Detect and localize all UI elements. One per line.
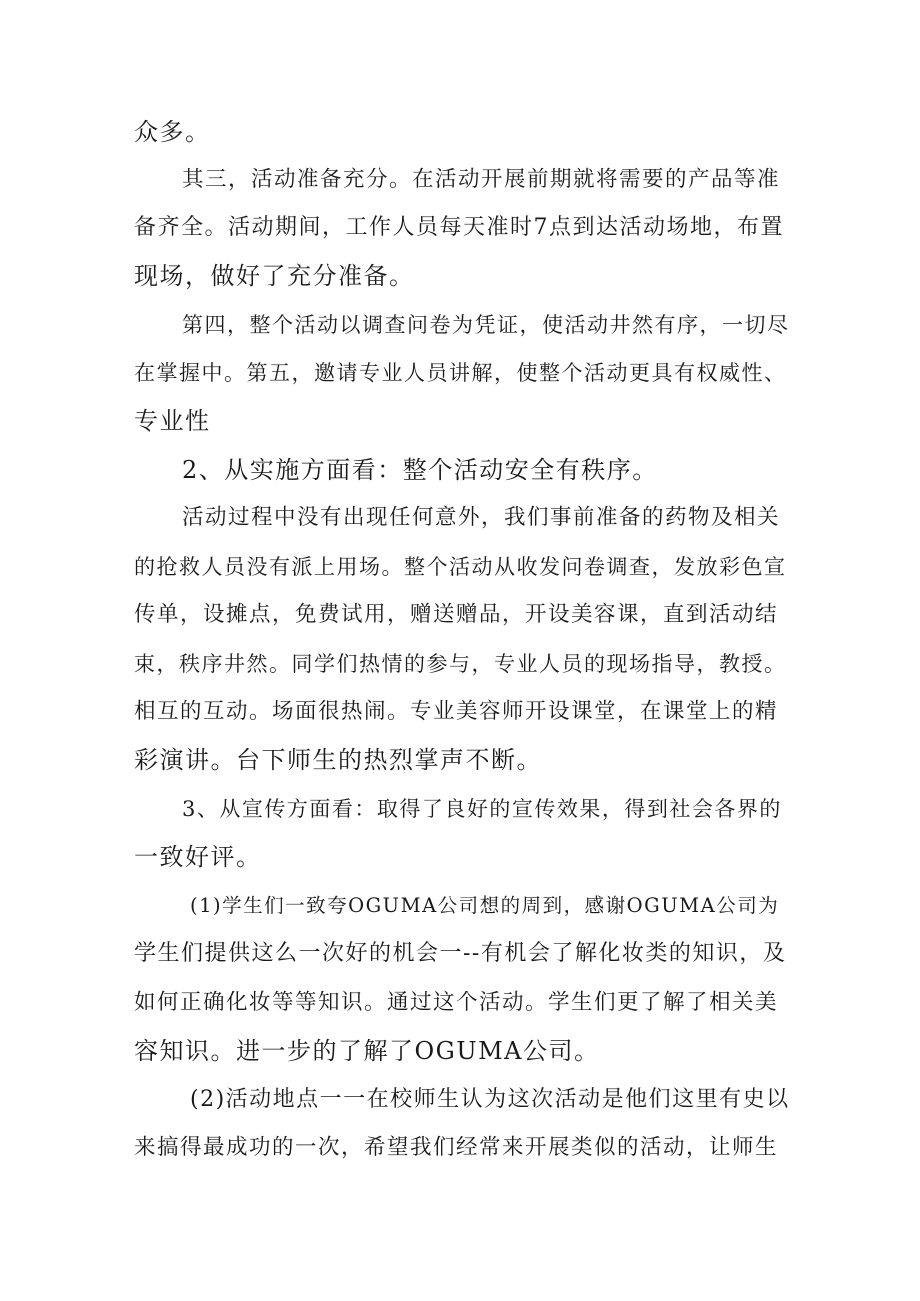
- text-line: 来搞得最成功的一次，希望我们经常来开展类似的活动，让师生: [134, 1135, 779, 1160]
- text-line: 容知识。进一步的了解了OGUMA公司。: [134, 1037, 600, 1065]
- text-line: (2)活动地点一一在校师生认为这次活动是他们这里有史以: [190, 1087, 790, 1112]
- text-line: 备齐全。活动期间，工作人员每天准时7点到达活动场地，布置: [134, 215, 784, 240]
- text-line: 一致好评。: [134, 843, 262, 871]
- text-line: 彩演讲。台下师生的热烈掌声不断。: [134, 746, 542, 774]
- text-line: 相互的互动。场面很热闹。专业美容师开设课堂，在课堂上的精: [134, 699, 779, 724]
- text-line: 传单，设摊点，免费试用，赠送赠品，开设美容课，直到活动结: [134, 602, 779, 627]
- text-line: 3、从宣传方面看：取得了良好的宣传效果，得到社会各界的: [182, 797, 782, 821]
- text-line: 在掌握中。第五，邀请专业人员讲解，使整个活动更具有权威性、: [134, 361, 787, 385]
- text-line: 活动过程中没有出现任何意外，我们事前准备的药物及相关: [182, 505, 781, 530]
- text-line: 其三，活动准备充分。在活动开展前期就将需要的产品等准: [182, 167, 781, 192]
- text-line: 现场，做好了充分准备。: [134, 262, 415, 290]
- text-line: 的抢救人员没有派上用场。整个活动从收发问卷调查，发放彩色宣: [134, 555, 787, 579]
- text-line: 如何正确化妆等等知识。通过这个活动。学生们更了解了相关美: [134, 990, 779, 1015]
- text-line: 学生们提供这么一次好的机会一--有机会了解化妆类的知识，及: [134, 941, 787, 966]
- text-line: 专业性: [134, 407, 211, 435]
- text-line: 第四，整个活动以调查问卷为凭证，使活动井然有序，一切尽: [182, 313, 790, 337]
- text-line: 束，秩序井然。同学们热情的参与，专业人员的现场指导，教授。: [134, 652, 787, 676]
- text-line: 2、从实施方面看：整个活动安全有秩序。: [182, 456, 658, 484]
- text-line: (1)学生们一致夸OGUMA公司想的周到，感谢OGUMA公司为: [190, 894, 780, 917]
- text-line: 众多。: [134, 118, 211, 146]
